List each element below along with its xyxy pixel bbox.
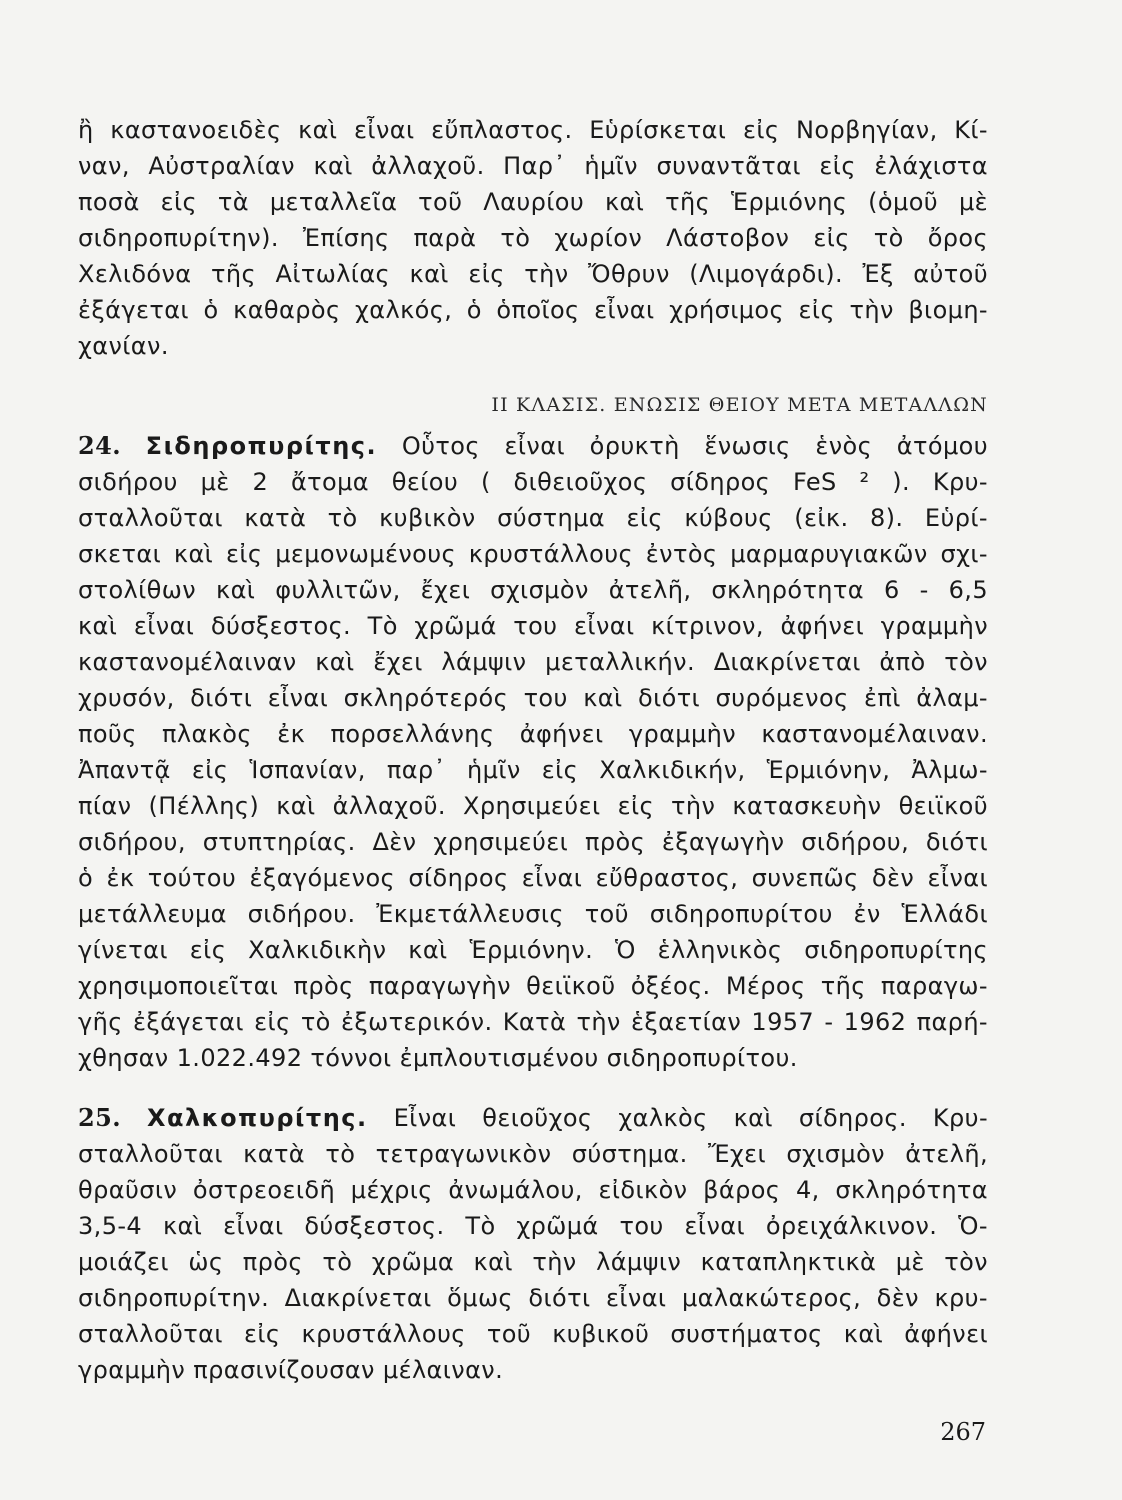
entry-title: Σιδηροπυρίτης. xyxy=(145,432,378,460)
text-line: Ἀπαντᾷ εἰς Ἱσπανίαν, παρ᾽ ἡμῖν εἰς Χαλκιδικήν, Ἑρμιόνην, Ἀλμω- xyxy=(78,756,988,784)
entry-title: Χαλκοπυρίτης. xyxy=(146,1104,368,1132)
text-line: σιδήρου, στυπτηρίας. Δὲν χρησιμεύει πρὸς ἐξαγωγὴν σιδήρου, διότι xyxy=(78,828,988,856)
text-line: ὁ ἐκ τούτου ἐξαγόμενος σίδηρος εἶναι εὔθραστος, συνεπῶς δὲν εἶναι xyxy=(78,864,988,892)
entry-number: 25. xyxy=(78,1103,121,1132)
text-line: ἢ καστανοειδὲς καὶ εἶναι εὔπλαστος. Εὑρίσκεται εἰς Νορβηγίαν, Κί- xyxy=(78,116,988,144)
text-line: χανίαν. xyxy=(78,332,169,360)
text-line: θραῦσιν ὀστρεοειδῆ μέχρις ἀνωμάλου, εἰδικὸν βάρος 4, σκληρότητα xyxy=(78,1176,988,1204)
text-line: στολίθων καὶ φυλλιτῶν, ἔχει σχισμὸν ἀτελῆ, σκληρότητα 6 - 6,5 xyxy=(78,576,988,604)
paragraph-gap xyxy=(78,1076,988,1100)
section-heading: ΙΙ ΚΛΑΣΙΣ. ΕΝΩΣΙΣ ΘΕΙΟΥ ΜΕΤΑ ΜΕΤΑΛΛΩΝ xyxy=(491,394,988,416)
entry-text: Οὗτος εἶναι ὀρυκτὴ ἕνωσις ἑνὸς ἀτόμου xyxy=(377,432,988,460)
entry-25-paragraph xyxy=(78,1100,988,1388)
text-line: σιδηροπυρίτην). Ἐπίσης παρὰ τὸ χωρίον Λάστοβον εἰς τὸ ὄρος xyxy=(78,224,988,252)
text-line: ποσὰ εἰς τὰ μεταλλεῖα τοῦ Λαυρίου καὶ τῆς Ἑρμιόνης (ὁμοῦ μὲ xyxy=(78,188,988,216)
text-line: ποῦς πλακὸς ἐκ πορσελλάνης ἀφήνει γραμμὴν καστανομέλαιναν. xyxy=(78,720,988,748)
text-line: χθησαν 1.022.492 τόννοι ἐμπλουτισμένου σιδηροπυρίτου. xyxy=(78,1044,798,1072)
text-line: σιδήρου μὲ 2 ἄτομα θείου ( διθειοῦχος σίδηρος FeS ² ). Κρυ- xyxy=(78,468,988,496)
text-line: χρησιμοποιεῖται πρὸς παραγωγὴν θειϊκοῦ ὀξέος. Μέρος τῆς παραγω- xyxy=(78,972,988,1000)
text-line: σκεται καὶ εἰς μεμονωμένους κρυστάλλους ἐντὸς μαρμαρυγιακῶν σχι- xyxy=(78,540,988,568)
entry-number: 24. xyxy=(78,431,121,460)
text-line: καὶ εἶναι δύσξεστος. Τὸ χρῶμά του εἶναι κίτρινον, ἀφήνει γραμμὴν xyxy=(78,612,988,640)
book-page xyxy=(78,112,988,1388)
entry-24-first-line xyxy=(78,428,988,464)
text-line: σταλλοῦται κατὰ τὸ τετραγωνικὸν σύστημα. Ἔχει σχισμὸν ἀτελῆ, xyxy=(78,1140,988,1168)
entry-text: Εἶναι θειοῦχος χαλκὸς καὶ σίδηρος. Κρυ- xyxy=(367,1104,988,1132)
text-line: γίνεται εἰς Χαλκιδικὴν καὶ Ἑρμιόνην. Ὁ ἑλληνικὸς σιδηροπυρίτης xyxy=(78,936,988,964)
text-line: ἐξάγεται ὁ καθαρὸς χαλκός, ὁ ὁποῖος εἶναι χρήσιμος εἰς τὴν βιομη- xyxy=(78,296,988,324)
text-line: σιδηροπυρίτην. Διακρίνεται ὅμως διότι εἶναι μαλακώτερος, δὲν κρυ- xyxy=(78,1284,988,1312)
entry-24-paragraph xyxy=(78,428,988,1076)
text-line: 3,5-4 καὶ εἶναι δύσξεστος. Τὸ χρῶμά του εἶναι ὀρειχάλκινον. Ὁ- xyxy=(78,1212,988,1240)
entry-25-first-line xyxy=(78,1100,988,1136)
text-line: Χελιδόνα τῆς Αἰτωλίας καὶ εἰς τὴν Ὄθρυν (Λιμογάρδι). Ἐξ αὐτοῦ xyxy=(78,260,988,288)
text-line: μετάλλευμα σιδήρου. Ἐκμετάλλευσις τοῦ σιδηροπυρίτου ἐν Ἑλλάδι xyxy=(78,900,988,928)
text-line: γῆς ἐξάγεται εἰς τὸ ἐξωτερικόν. Κατὰ τὴν ἑξαετίαν 1957 - 1962 παρή- xyxy=(78,1008,988,1036)
text-line: σταλλοῦται κατὰ τὸ κυβικὸν σύστημα εἰς κύβους (εἰκ. 8). Εὑρί- xyxy=(78,504,988,532)
text-line: σταλλοῦται εἰς κρυστάλλους τοῦ κυβικοῦ συστήματος καὶ ἀφήνει xyxy=(78,1320,988,1348)
text-line: χρυσόν, διότι εἶναι σκληρότερός του καὶ διότι συρόμενος ἐπὶ ἀλαμ- xyxy=(78,684,988,712)
intro-paragraph xyxy=(78,112,988,364)
page-number: 267 xyxy=(940,1418,986,1446)
text-line: πίαν (Πέλλης) καὶ ἀλλαχοῦ. Χρησιμεύει εἰς τὴν κατασκευὴν θειϊκοῦ xyxy=(78,792,988,820)
text-line: καστανομέλαιναν καὶ ἔχει λάμψιν μεταλλικήν. Διακρίνεται ἀπὸ τὸν xyxy=(78,648,988,676)
text-line: μοιάζει ὡς πρὸς τὸ χρῶμα καὶ τὴν λάμψιν καταπληκτικὰ μὲ τὸν xyxy=(78,1248,988,1276)
text-line: ναν, Αὐστραλίαν καὶ ἀλλαχοῦ. Παρ᾽ ἡμῖν συναντᾶται εἰς ἐλάχιστα xyxy=(78,152,988,180)
text-line: γραμμὴν πρασινίζουσαν μέλαιναν. xyxy=(78,1356,504,1384)
